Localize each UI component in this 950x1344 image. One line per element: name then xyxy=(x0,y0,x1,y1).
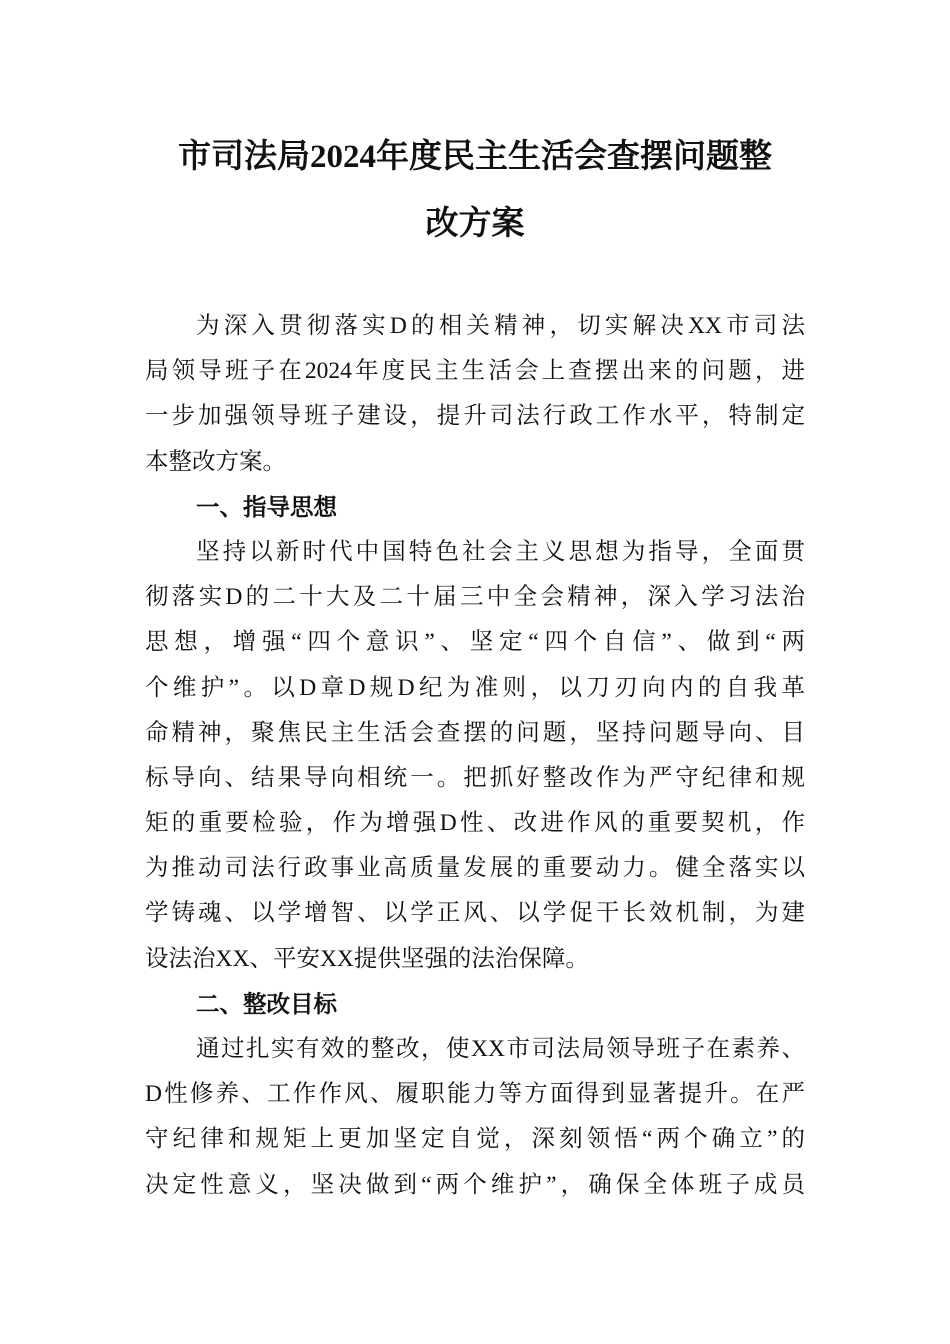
intro-line: 一步加强领导班子建设，提升司法行政工作水平，特制定 xyxy=(145,403,805,430)
section2-line: 守纪律和规矩上更加坚定自觉，深刻领悟“两个确立”的 xyxy=(145,1126,805,1153)
section1-line: 彻落实D的二十大及二十届三中全会精神，深入学习法治 xyxy=(145,584,805,611)
section1-line: 思想，增强“四个意识”、坚定“四个自信”、做到“两 xyxy=(145,629,805,656)
section2-line: 决定性意义，坚决做到“两个维护”，确保全体班子成员 xyxy=(145,1171,805,1198)
section2-line: 通过扎实有效的整改，使XX市司法局领导班子在素养、 xyxy=(196,1036,805,1062)
section1-line: 命精神，聚焦民主生活会查摆的问题，坚持问题导向、目 xyxy=(145,719,805,746)
section1-line: 坚持以新时代中国特色社会主义思想为指导，全面贯 xyxy=(196,538,805,565)
section1-line: 个维护”。以D章D规D纪为准则，以刀刃向内的自我革 xyxy=(145,674,805,701)
section1-line: 矩的重要检验，作为增强D性、改进作风的重要契机，作 xyxy=(145,810,805,837)
section1-line: 标导向、结果导向相统一。把抓好整改作为严守纪律和规 xyxy=(145,764,805,791)
document-title-line-1: 市司法局2024年度民主生活会查摆问题整 xyxy=(178,139,772,175)
section-heading-rectification-goals: 二、整改目标 xyxy=(196,989,337,1018)
document-title-line-2: 改方案 xyxy=(425,206,525,242)
intro-line: 局领导班子在2024年度民主生活会上查摆出来的问题，进 xyxy=(145,358,805,385)
section1-line: 学铸魂、以学增智、以学正风、以学促干长效机制，为建 xyxy=(145,900,805,927)
section1-line: 设法治XX、平安XX提供坚强的法治保障。 xyxy=(145,945,589,972)
document-body xyxy=(145,304,805,1208)
section-heading-guiding-thought: 一、指导思想 xyxy=(196,492,337,521)
section1-line: 为推动司法行政事业高质量发展的重要动力。健全落实以 xyxy=(145,855,805,882)
intro-line: 为深入贯彻落实D的相关精神，切实解决XX市司法 xyxy=(196,313,805,339)
intro-line: 本整改方案。 xyxy=(145,448,286,475)
section2-line: D性修养、工作作风、履职能力等方面得到显著提升。在严 xyxy=(145,1081,805,1108)
